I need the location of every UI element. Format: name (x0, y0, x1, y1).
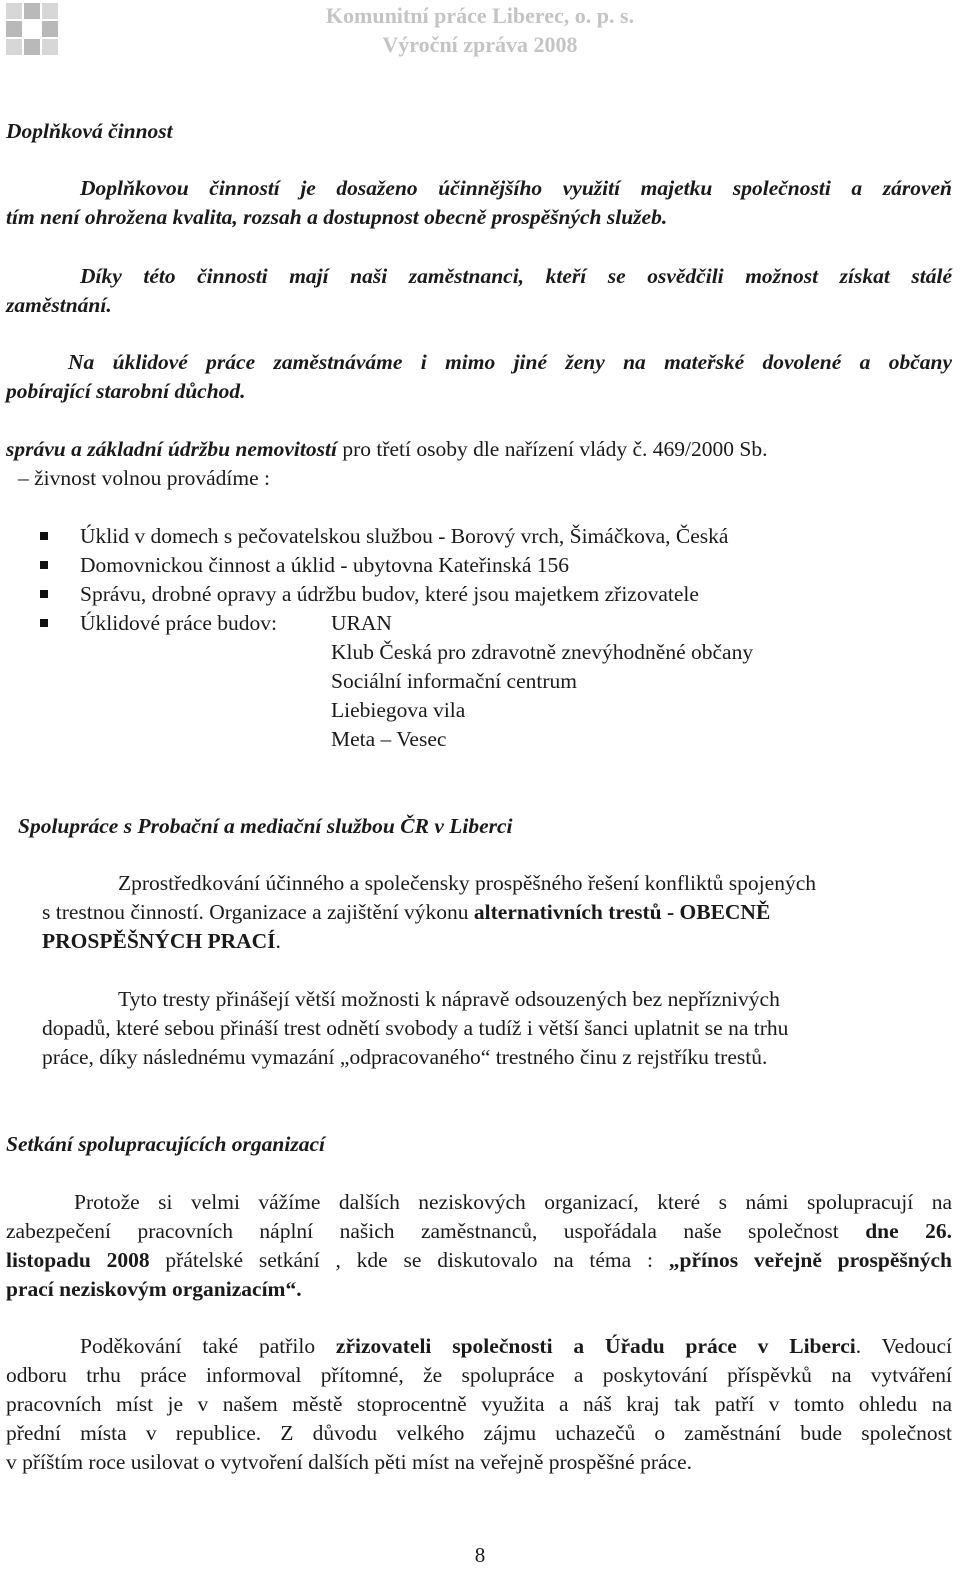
bullet-marker (40, 561, 48, 569)
building-item: Liebiegova vila (331, 698, 466, 722)
bullet-marker (40, 590, 48, 598)
setkani-p1-line4: prací neziskovým organizacím“. (6, 1277, 302, 1301)
setkani-p2-line1: Poděkování také patřilo zřizovateli společnosti a Úřadu práce v Liberci. Vedoucí (80, 1334, 952, 1358)
probace-p2-line3: práce, díky následnému vymazání „odpracovaného“ trestného činu z rejstříku trestů. (42, 1045, 768, 1069)
bullet-item: Správu, drobné opravy a údržbu budov, které jsou majetkem zřizovatele (80, 582, 699, 606)
section-title-doplnkova: Doplňková činnost (6, 119, 173, 143)
bullet-item: Domovnickou činnost a úklid - ubytovna Kateřinská 156 (80, 553, 570, 577)
doplnkova-p1-line1: Doplňkovou činností je dosaženo účinnějšího využití majetku společnosti a zároveň (80, 176, 952, 200)
setkani-p2-line4: přední místa v republice. Z důvodu velkého zájmu uchazečů o zaměstnání bude společnost (6, 1421, 952, 1445)
building-item: Meta – Vesec (331, 727, 447, 751)
doplnkova-p2-line2: zaměstnání. (6, 293, 112, 317)
setkani-p1-line1: Protože si velmi vážíme dalších neziskových organizací, které s námi spolupracují na (74, 1190, 952, 1214)
probace-p1-line3: PROSPĚŠNÝCH PRACÍ. (42, 929, 281, 953)
doplnkova-p4-rest: pro třetí osoby dle nařízení vlády č. 469/2000 Sb. (336, 437, 768, 461)
doplnkova-p4-emphasis: správu a základní údržbu nemovitostí (6, 437, 337, 461)
doplnkova-p2-line1: Díky této činnosti mají naši zaměstnanci, kteří se osvědčili možnost získat stálé (80, 264, 952, 288)
setkani-p2-line3: pracovních míst je v našem městě stoprocentně využita a náš kraj tak patří v tomto ohledu na (6, 1392, 952, 1416)
header-report-title: Výroční zpráva 2008 (382, 32, 578, 57)
setkani-p1-line2: zabezpečení pracovních náplní našich zaměstnanců, uspořádala naše společnost dne 26. (6, 1219, 952, 1243)
setkani-p2-line2: odboru trhu práce informoval přítomné, že spolupráce a poskytování příspěvků na vytváření (6, 1363, 952, 1387)
setkani-p2-line5: v příštím roce usilovat o vytvoření dalších pěti míst na veřejně prospěšné práce. (6, 1450, 693, 1474)
bullet-marker (40, 532, 48, 540)
bullet-marker (40, 619, 48, 627)
bullet-item: Úklidové práce budov: (80, 611, 278, 635)
building-item: URAN (331, 611, 392, 635)
doplnkova-p3-line1: Na úklidové práce zaměstnáváme i mimo jiné ženy na mateřské dovolené a občany (68, 350, 952, 374)
header-organization: Komunitní práce Liberec, o. p. s. (325, 3, 635, 28)
doplnkova-p3-line2: pobírající starobní důchod. (6, 379, 246, 403)
building-item: Klub Česká pro zdravotně znevýhodněné občany (331, 640, 754, 664)
doplnkova-p4-line2: – živnost volnou provádíme : (18, 466, 270, 490)
probace-p1-line2: s trestnou činností. Organizace a zajištění výkonu alternativních trestů - OBECNĚ (42, 900, 771, 924)
probace-p1-line1: Zprostředkování účinného a společensky prospěšného řešení konfliktů spojených (118, 871, 816, 895)
page-number: 8 (474, 1543, 486, 1567)
section-title-probace: Spolupráce s Probační a mediační službou ČR v Liberci (18, 814, 513, 838)
probace-p2-line2: dopadů, které sebou přináší trest odnětí svobody a tudíž i větší šanci uplatnit se na trhu (42, 1016, 789, 1040)
doplnkova-p4-line1 (6, 435, 767, 464)
building-item: Sociální informační centrum (331, 669, 577, 693)
bullet-item: Úklid v domech s pečovatelskou službou - Borový vrch, Šimáčkova, Česká (80, 524, 729, 548)
setkani-p1-line3: listopadu 2008 přátelské setkání , kde se diskutovalo na téma : „přínos veřejně prospěšných (6, 1248, 952, 1272)
section-title-setkani: Setkání spolupracujících organizací (6, 1132, 325, 1156)
probace-p2-line1: Tyto tresty přinášejí větší možnosti k nápravě odsouzených bez nepříznivých (118, 987, 780, 1011)
doplnkova-p1-line2: tím není ohrožena kvalita, rozsah a dostupnost obecně prospěšných služeb. (6, 205, 668, 229)
